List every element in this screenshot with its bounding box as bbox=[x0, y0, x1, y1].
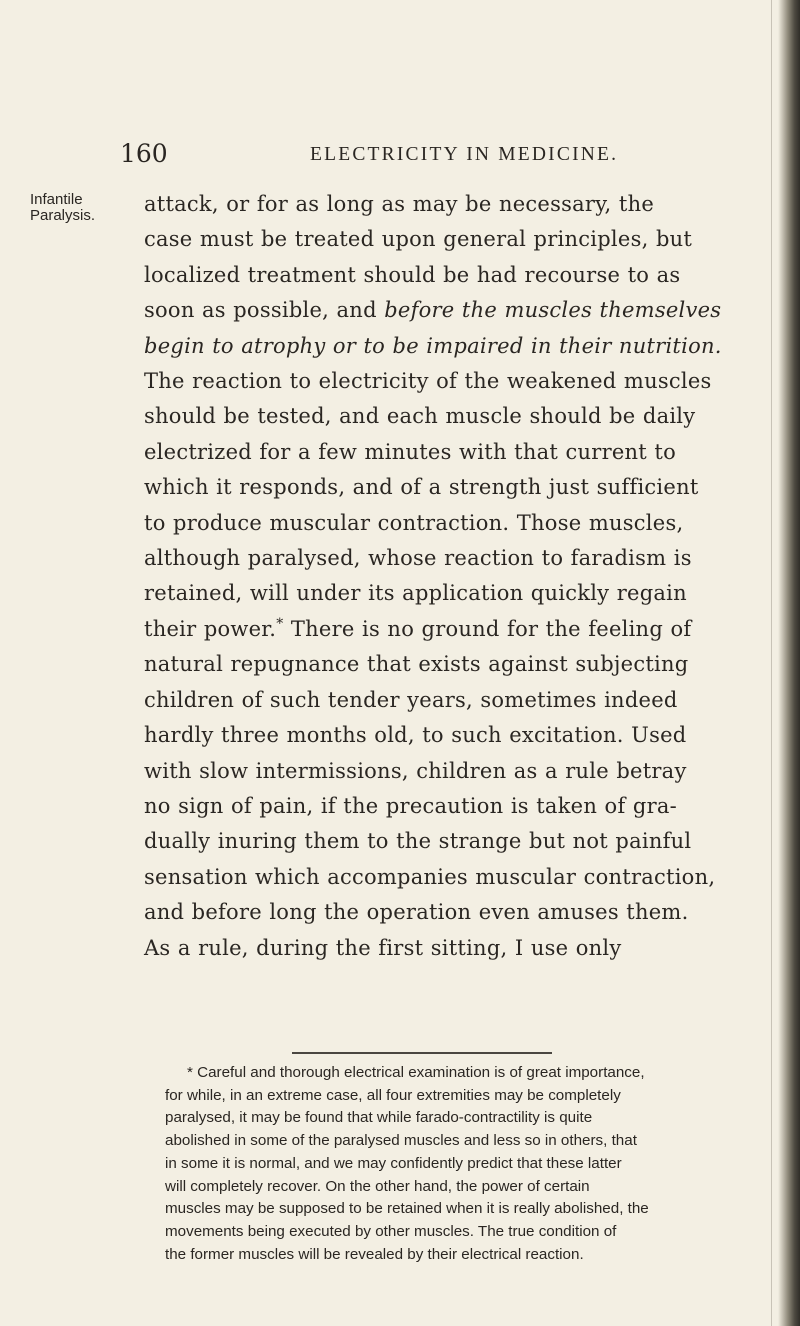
body-line: The reaction to electricity of the weakened muscles bbox=[144, 369, 712, 394]
body-line: case must be treated upon general principles, but bbox=[144, 227, 693, 252]
footnote-marker: * bbox=[276, 615, 284, 632]
footnote-line: muscles may be supposed to be retained when it is really abolished, the bbox=[165, 1200, 649, 1218]
body-line-emphasis: begin to atrophy or to be impaired in their nutrition. bbox=[144, 333, 722, 358]
body-line: localized treatment should be had recourse to as bbox=[144, 262, 681, 287]
body-line: should be tested, and each muscle should be daily bbox=[144, 404, 696, 429]
running-head: ELECTRICITY IN MEDICINE. bbox=[310, 144, 619, 165]
page-edge-shadow bbox=[778, 0, 800, 1326]
body-line: As a rule, during the first sitting, I use only bbox=[144, 935, 622, 960]
margin-note-line-2: Paralysis. bbox=[30, 207, 96, 224]
footnote-line: abolished in some of the paralysed muscles and less so in others, that bbox=[165, 1132, 637, 1150]
footnote bbox=[165, 1062, 765, 1266]
body-line: children of such tender years, sometimes indeed bbox=[144, 687, 678, 712]
page-header bbox=[120, 134, 770, 174]
footnote-line: * Careful and thorough electrical examination is of great importance, bbox=[187, 1064, 645, 1081]
body-line-text: soon as possible, and bbox=[144, 298, 385, 323]
body-line-text: their power. bbox=[144, 616, 277, 641]
body-line: and before long the operation even amuses them. bbox=[144, 900, 689, 925]
footnote-line: for while, in an extreme case, all four extremities may be completely bbox=[165, 1086, 621, 1104]
footnote-rule bbox=[292, 1052, 552, 1054]
footnote-line: the former muscles will be revealed by their electrical reaction. bbox=[165, 1245, 584, 1263]
emphasis-text: before the muscles themselves bbox=[384, 298, 722, 323]
body-line: although paralysed, whose reaction to faradism is bbox=[144, 546, 692, 571]
body-line: hardly three months old, to such excitation. Used bbox=[144, 723, 687, 748]
body-text bbox=[144, 187, 774, 966]
margin-note bbox=[30, 192, 130, 224]
body-line: dually inuring them to the strange but not painful bbox=[144, 829, 692, 854]
body-line: retained, will under its application quickly regain bbox=[144, 581, 687, 606]
body-line: with slow intermissions, children as a rule betray bbox=[144, 758, 687, 783]
footnote-line: paralysed, it may be found that while farado-contractility is quite bbox=[165, 1109, 593, 1127]
body-line: electrized for a few minutes with that current to bbox=[144, 439, 677, 464]
body-line: attack, or for as long as may be necessary, the bbox=[144, 192, 655, 216]
footnote-line: will completely recover. On the other hand, the power of certain bbox=[165, 1177, 590, 1195]
body-line bbox=[144, 612, 774, 647]
page-number: 160 bbox=[120, 139, 168, 168]
body-line: natural repugnance that exists against subjecting bbox=[144, 652, 689, 677]
body-line: which it responds, and of a strength just sufficient bbox=[144, 475, 699, 500]
footnote-line: in some it is normal, and we may confidently predict that these latter bbox=[165, 1154, 622, 1172]
footnote-line: movements being executed by other muscles. The true condition of bbox=[165, 1222, 617, 1240]
body-line: sensation which accompanies muscular contraction, bbox=[144, 864, 716, 889]
body-line-text: There is no ground for the feeling of bbox=[283, 616, 692, 641]
body-line: no sign of pain, if the precaution is taken of gra- bbox=[144, 793, 677, 818]
margin-note-line-1: Infantile bbox=[30, 191, 83, 208]
body-line bbox=[144, 293, 774, 328]
body-line: to produce muscular contraction. Those muscles, bbox=[144, 510, 684, 535]
